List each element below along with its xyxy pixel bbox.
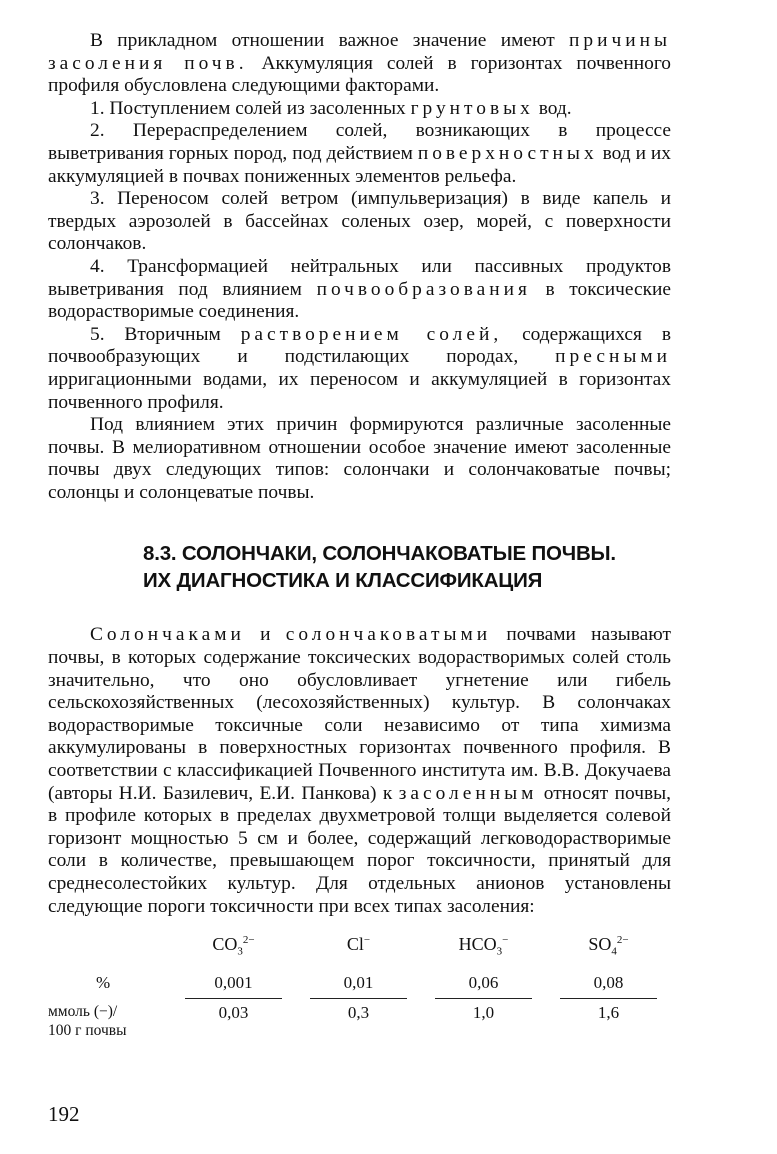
table-cell: 1,0 [472, 1003, 495, 1023]
list-item-2: 2. Перераспределением солей, возникающих в процессе выветривания горных пород, под действием поверхностных вод и их аккумуляцией в почвах пониженных элементов рельефа. [48, 120, 671, 187]
list-item-1: 1. Поступлением солей из засоленных грунтовых вод. [90, 97, 572, 119]
header-carbonate: $CO_3^{2-}$ [212, 934, 255, 958]
spaced-emphasis: растворением солей, [240, 323, 503, 345]
page-number: 192 [48, 1102, 80, 1126]
table-cell: 0,01 [310, 972, 407, 999]
table-header-row [48, 934, 671, 972]
paragraph-definition: Солончаками и солончаковатыми почвами называют почвы, в которых содержание токсических водорастворимых солей столь значительно, что оно обусловливает угнетение или гибель сельскохозяйственных (лесохозяйственных) культур. В солончаках водорастворимые токсичные соли независимо от типа химизма аккумулированы в поверхностных горизонтах почвенного профиля. В соответствии с классификацией Почвенного института им. В.В. Докучаева (авторы Н.И. Базилевич, Е.И. Панкова) к засоленным относят почвы, в профиле которых в пределах двухметровой толщи выделяется солевой горизонт мощностью 5 см и более, содержащий легководорастворимые соли в количестве, превышающем порог токсичности, принятый для среднесолестойких культур. Для отдельных анионов установлены следующие пороги токсичности при всех типах засоления: [48, 624, 671, 917]
header-bicarbonate: $HCO_3^-$ [458, 934, 509, 958]
header-chloride: Cl− [346, 934, 371, 955]
paragraph-causes-intro: В прикладном отношении важное значение имеют причины засоления почв. Аккумуляция солей в горизонтах почвенного профиля обусловлена следующими факторами. [48, 30, 671, 97]
table-row [48, 1002, 671, 1040]
table-cell: 0,08 [560, 972, 657, 999]
section-heading-line-2: ИХ ДИАГНОСТИКА И КЛАССИФИКАЦИЯ [143, 569, 543, 593]
row-label-percent: % [96, 973, 111, 993]
spaced-emphasis: пресными [555, 346, 671, 368]
table-row [48, 972, 671, 1002]
table-cell: 0,3 [347, 1003, 370, 1023]
spaced-emphasis: Солончаками [90, 624, 245, 646]
spaced-emphasis: поверхностных [417, 142, 598, 164]
section-heading [48, 540, 671, 594]
table-cell: 0,03 [218, 1003, 249, 1023]
spaced-emphasis: засоленным [398, 782, 538, 804]
list-item-4: 4. Трансформацией нейтральных или пассивных продуктов выветривания под влиянием почвообразования в токсические водорастворимые соединения. [48, 255, 671, 323]
toxicity-threshold-table [48, 934, 671, 1040]
paragraph-saline-types: Под влиянием этих причин формируются различные засоленные почвы. В мелиоративном отношении особое значение имеют засоленные почвы двух следующих типов: солончаки и солончаковатые почвы; солонцы и солонцеватые почвы. [48, 414, 671, 503]
page-body [48, 30, 671, 1040]
list-item-5: 5. Вторичным растворением солей, содержащихся в почвообразующих и подстилающих породах, пресными ирригационными водами, их переносом и аккумуляцией в горизонтах почвенного профиля. [48, 323, 671, 413]
spaced-emphasis: солончаковатыми [285, 624, 492, 646]
list-item-3: 3. Переносом солей ветром (импульверизация) в виде капель и твердых аэрозолей в бассейнах соленых озер, морей, с поверхности солончаков. [48, 188, 671, 255]
table-cell: 1,6 [597, 1003, 620, 1023]
spaced-emphasis: почвообразования [316, 278, 531, 300]
spaced-emphasis: грунтовых [410, 97, 534, 119]
table-cell: 0,001 [185, 972, 282, 999]
section-heading-line-1: 8.3. СОЛОНЧАКИ, СОЛОНЧАКОВАТЫЕ ПОЧВЫ. [143, 542, 616, 566]
header-sulfate: $SO_4^{2-}$ [588, 934, 629, 958]
row-label-mmol: ммоль (−)/ 100 г почвы [48, 1003, 127, 1040]
spaced-emphasis: причины засоления почв. [48, 30, 671, 74]
table-cell: 0,06 [435, 972, 532, 999]
